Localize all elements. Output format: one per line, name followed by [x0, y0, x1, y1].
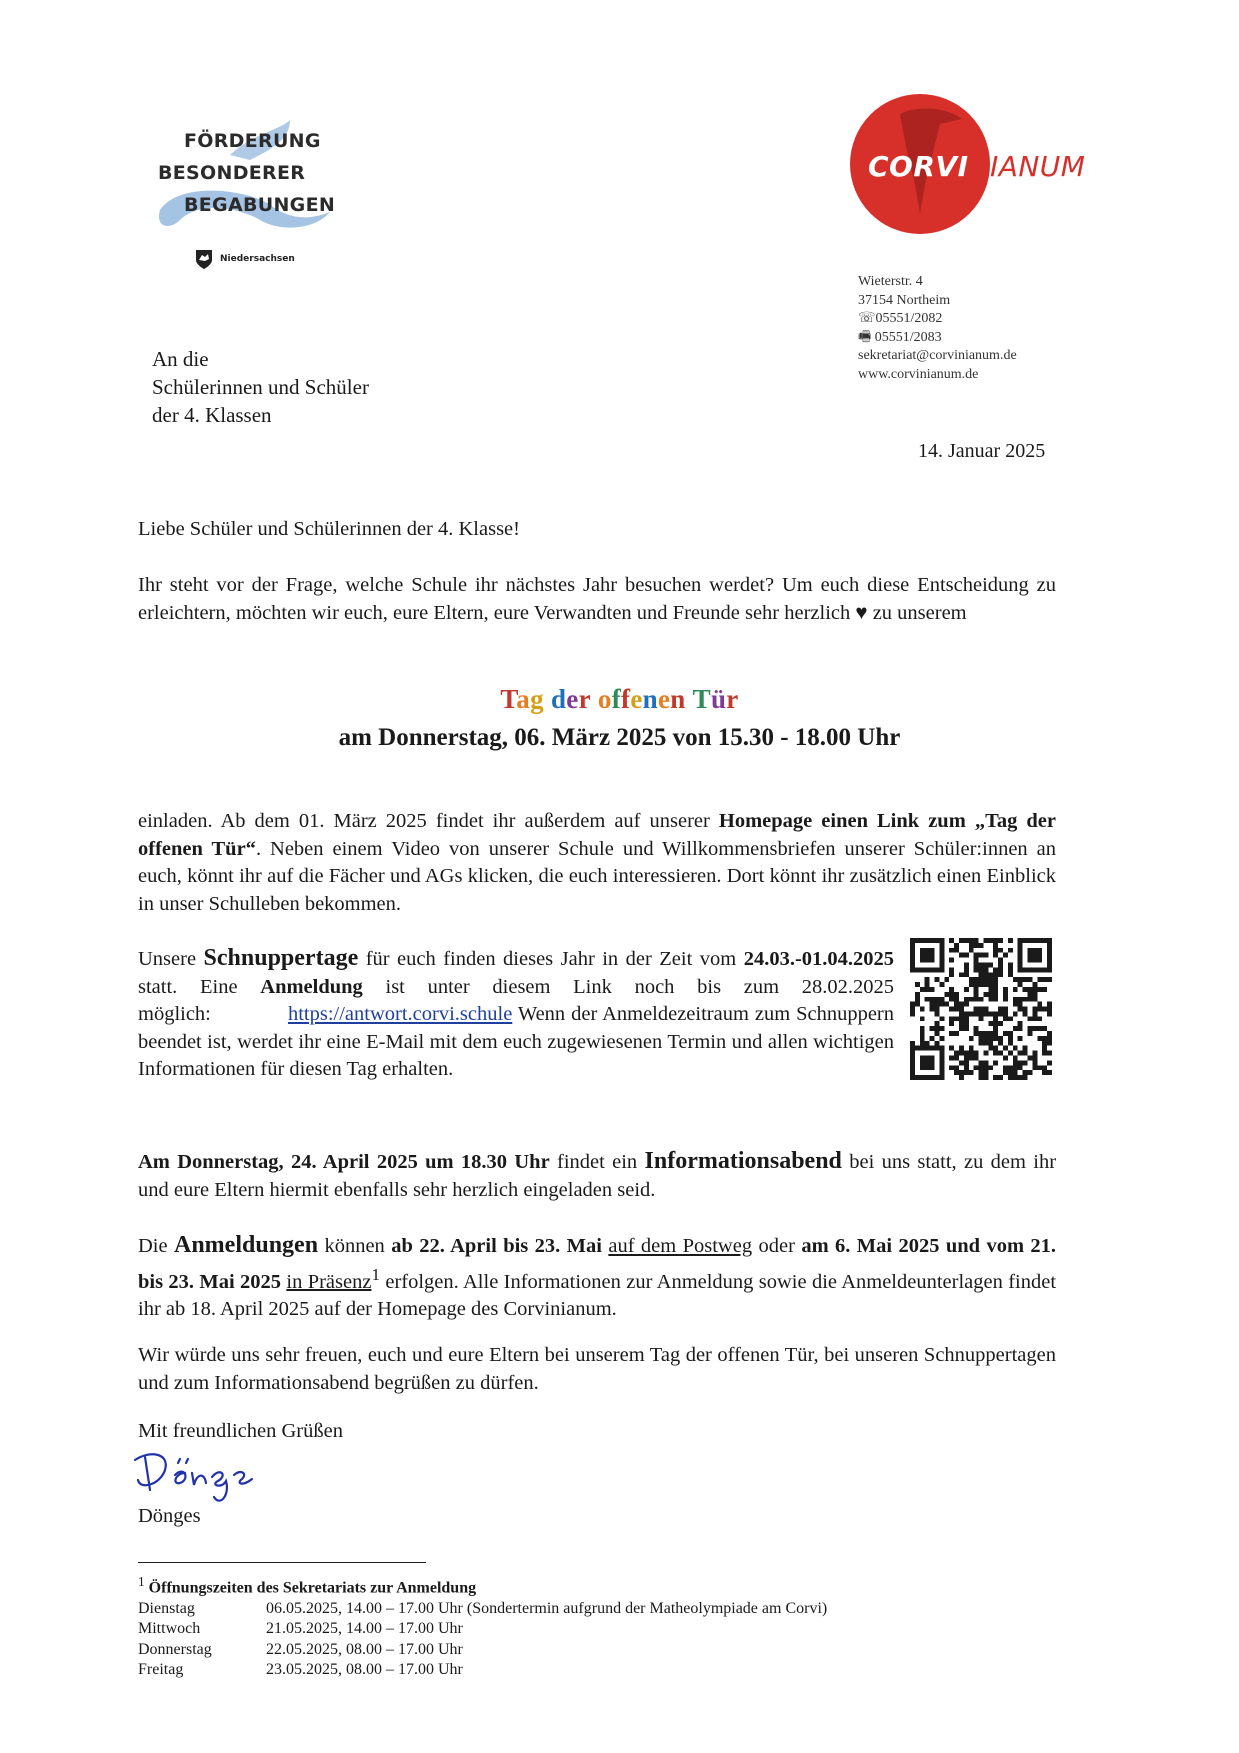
niedersachsen-mark — [194, 248, 295, 270]
intro-text: Ihr steht vor der Frage, welche Schule ihr nächstes Jahr besuchen werdet? Um euch diese Entscheidung zu erleichtern, möchten wir euch, eure Eltern, eure Verwandten und Freunde sehr herzlich — [138, 574, 1056, 624]
anm-postweg: auf dem Postweg — [608, 1235, 753, 1257]
schnupper-paragraph — [138, 945, 894, 1084]
title-letter: e — [657, 684, 671, 714]
address-email[interactable]: sekretariat@corvinianum.de — [858, 348, 1017, 363]
corvinianum-logo — [840, 90, 1120, 240]
closing-salutation: Mit freundlichen Grüßen — [138, 1420, 343, 1442]
homepage-text-1: einladen. Ab dem 01. März 2025 findet ihr außerdem auf unserer — [138, 810, 710, 832]
footnote-row — [138, 1619, 827, 1640]
title-letter: f — [621, 684, 631, 714]
address-web[interactable]: www.corvinianum.de — [858, 366, 979, 382]
title-letter: a — [516, 684, 531, 714]
recipient-block — [152, 345, 369, 429]
registration-link[interactable]: https://antwort.corvi.schule — [287, 1003, 513, 1025]
fn-day: Donnerstag — [138, 1640, 212, 1658]
title-letter: e — [566, 684, 579, 714]
anm-dates: am 6. Mai 2025 und vom 21. bis 23. Mai 2025 — [138, 1235, 1057, 1293]
address-fax-row — [858, 329, 1017, 348]
fn-day: Mittwoch — [138, 1620, 201, 1638]
logo-word-red: NIANUM — [968, 150, 1086, 183]
schnupper-text-5: Wenn der Anmeldezeitraum zum Schnuppern beendet ist, werdet ihr eine E-Mail mit dem euch zugewiesenen Termin und allen wichtigen Informationen für diesen Tag erhalten. — [138, 1003, 894, 1080]
anm-text-2: können — [324, 1235, 385, 1257]
qr-code-icon[interactable] — [910, 938, 1052, 1080]
schnupper-text-4: ist unter diesem Link noch bis zum 28.02.2025 möglich: — [138, 975, 895, 1025]
footnote-divider — [138, 1562, 426, 1563]
fn-day: Freitag — [138, 1661, 184, 1679]
title-letter: ü — [710, 684, 727, 714]
homepage-text-2: . Neben einem Video von unserer Schule und Willkommensbriefen unserer Schüler:innen an euch, könnt ihr auf die Fächer und AGs klicken, die euch interessieren. Dort könnt ihr zusätzlich einen Einblick in unser Schulleben bekommen. — [138, 837, 1056, 915]
signer-name: Dönges — [138, 1505, 201, 1527]
title-letter — [591, 684, 598, 714]
footnote-row — [138, 1599, 827, 1620]
schnupper-text-1: Unsere — [138, 948, 197, 970]
anm-text-1: Die — [138, 1235, 168, 1257]
address-city: 37154 Northeim — [858, 292, 951, 308]
anm-text-4: erfolgen. Alle Informationen zur Anmeldung sowie die Anmeldeunterlagen findet ihr ab 18. April 2025 auf der Homepage des Corvinianum. — [138, 1270, 1057, 1320]
info-paragraph — [138, 1148, 1056, 1204]
title-letter: n — [670, 684, 686, 714]
anm-period: ab 22. April bis 23. Mai — [391, 1235, 602, 1257]
title-letter — [544, 684, 551, 714]
footnote-row — [138, 1660, 827, 1681]
greeting: Liebe Schüler und Schülerinnen der 4. Klasse! — [138, 518, 520, 540]
foerderung-logo — [140, 120, 360, 270]
logo-word-white: CORVI — [868, 150, 969, 183]
fn-time: 23.05.2025, 08.00 – 17.00 Uhr — [266, 1661, 463, 1679]
recipient-line-1: An die — [152, 347, 209, 371]
title-letter: T — [692, 684, 711, 714]
title-letter: r — [726, 684, 739, 714]
heart-icon: ♥ — [855, 601, 868, 624]
schnupper-text-2: für euch finden dieses Jahr in der Zeit vom — [365, 948, 737, 970]
intro-paragraph — [138, 572, 1056, 627]
event-date: am Donnerstag, 06. März 2025 von 15.30 - 18.00 Uhr — [338, 724, 901, 751]
footnote-ref: 1 — [371, 1264, 380, 1284]
logo-line-3: BEGABUNGEN — [184, 194, 336, 216]
title-letter: o — [597, 684, 612, 714]
anmeldung-paragraph — [138, 1232, 1056, 1323]
anmeldungen-highlight: Anmeldungen — [174, 1232, 319, 1258]
letter-date: 14. Januar 2025 — [918, 440, 1046, 462]
title-letter: r — [578, 684, 591, 714]
footnote-heading — [138, 1572, 827, 1599]
title-letter: d — [550, 684, 567, 714]
closing-paragraph: Wir würde uns sehr freuen, euch und eure Eltern bei unserem Tag der offenen Tür, bei unseren Schnuppertagen und zum Informationsabend begrüßen zu dürfen. — [138, 1344, 1056, 1394]
footnote — [138, 1572, 827, 1681]
niedersachsen-label: Niedersachsen — [220, 254, 295, 264]
info-text-2: bei uns statt, zu dem ihr und eure Eltern hiermit ebenfalls sehr herzlich eingeladen seid. — [138, 1151, 1057, 1201]
fn-time: 22.05.2025, 08.00 – 17.00 Uhr — [266, 1640, 463, 1658]
address-fax: 05551/2083 — [874, 329, 942, 345]
recipient-line-3: der 4. Klassen — [152, 403, 272, 427]
fn-day: Dienstag — [138, 1599, 195, 1617]
title-letter: f — [611, 684, 622, 714]
logo-line-1: FÖRDERUNG — [184, 130, 321, 152]
title-letter — [686, 684, 693, 714]
logo-wordmark — [868, 150, 1085, 183]
footnote-row — [138, 1640, 827, 1661]
recipient-line-2: Schülerinnen und Schüler — [152, 375, 369, 399]
event-title — [0, 684, 1239, 715]
school-address — [858, 273, 1017, 384]
address-street: Wieterstr. 4 — [858, 274, 923, 289]
fn-time: 21.05.2025, 14.00 – 17.00 Uhr — [266, 1620, 463, 1638]
info-date: Am Donnerstag, 24. April 2025 um 18.30 Uhr — [138, 1151, 550, 1173]
footnote-mark: 1 — [138, 1574, 145, 1589]
anm-text-3: oder — [758, 1235, 795, 1257]
info-text-1: findet ein — [557, 1151, 638, 1173]
footnote-title: Öffnungszeiten des Sekretariats zur Anmeldung — [148, 1579, 477, 1597]
address-phone-row — [858, 310, 1017, 329]
informationsabend-highlight: Informationsabend — [644, 1148, 842, 1174]
address-phone: 05551/2082 — [875, 311, 943, 326]
title-letter: g — [530, 684, 544, 714]
schnupper-text-3: statt. Eine — [138, 975, 238, 998]
logo-line-2: BESONDERER — [158, 162, 306, 184]
anm-praesenz: in Präsenz — [286, 1270, 372, 1293]
homepage-bold-link: Homepage einen Link zum „Tag der offenen Tür“ — [138, 810, 1056, 860]
niedersachsen-crest-icon — [194, 248, 214, 270]
phone-icon: ☏ — [858, 311, 876, 326]
title-letter: T — [500, 684, 517, 714]
homepage-paragraph — [138, 808, 1056, 918]
fax-icon: 🖷 — [858, 329, 875, 345]
intro-end: zu unserem — [872, 601, 967, 624]
fn-time: 06.05.2025, 14.00 – 17.00 Uhr (Sondertermin aufgrund der Matheolympiade am Corvi) — [266, 1599, 828, 1617]
anmeldung-bold: Anmeldung — [260, 975, 363, 998]
title-letter: n — [642, 684, 658, 714]
title-letter: e — [630, 684, 643, 714]
schnupper-dates: 24.03.-01.04.2025 — [743, 948, 895, 970]
schnuppertage-highlight: Schnuppertage — [203, 945, 359, 971]
